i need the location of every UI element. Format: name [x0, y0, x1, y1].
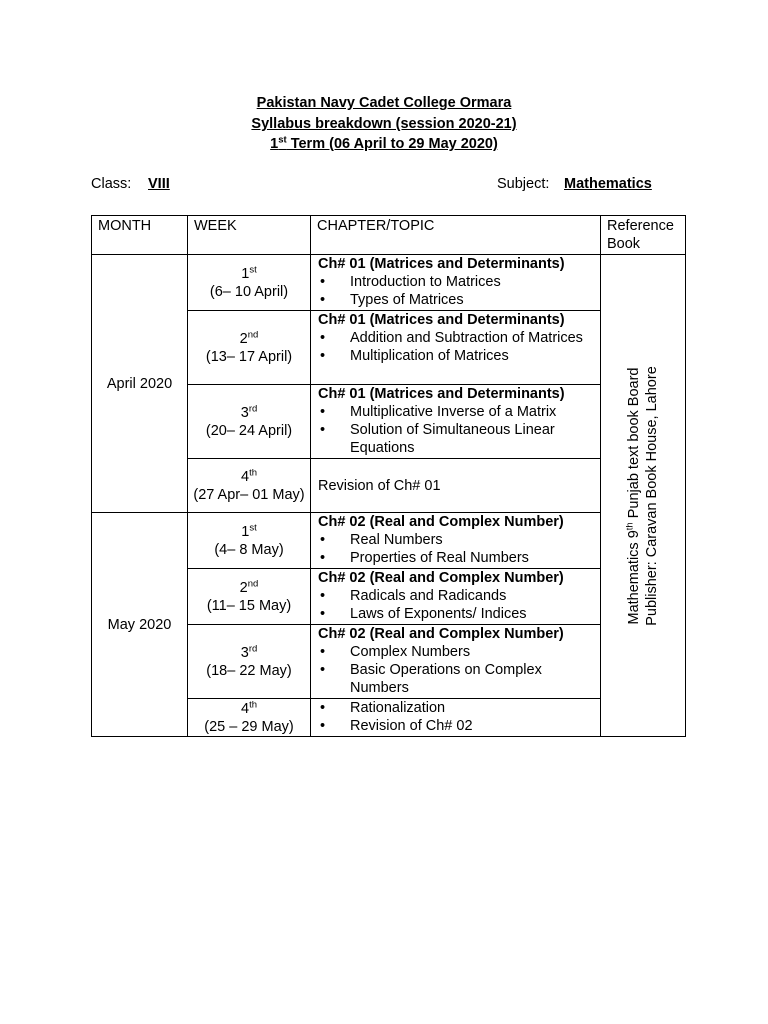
- week-dates: (4– 8 May): [214, 541, 284, 558]
- table-header-row: [92, 216, 686, 255]
- term-text: Term (06 April to 29 May 2020): [286, 136, 498, 152]
- topic-cell: [311, 513, 601, 569]
- topic-list: [318, 403, 594, 457]
- chapter-title: Ch# 01 (Matrices and Determinants): [318, 312, 565, 328]
- reference-line-1: [625, 351, 643, 641]
- header-topic: CHAPTER/TOPIC: [311, 216, 601, 255]
- week-dates: (6– 10 April): [209, 283, 289, 300]
- header-reference: Reference Book: [601, 216, 686, 255]
- topic-item: • Rationalization: [318, 699, 594, 717]
- reference-line-2: Publisher: Caravan Book House, Lahore: [644, 365, 660, 626]
- table-row: [92, 513, 686, 569]
- topic-cell: [311, 699, 601, 737]
- topic-item: • Addition and Subtraction of Matrices: [318, 329, 594, 347]
- term-suffix: st: [278, 134, 287, 146]
- reference-text: [625, 351, 661, 641]
- topic-item: • Revision of Ch# 02: [318, 717, 594, 735]
- week-dates: (25 – 29 May): [204, 718, 294, 735]
- topic-item: • Basic Operations on Complex Numbers: [318, 661, 594, 697]
- topic-item: • Radicals and Radicands: [318, 587, 594, 605]
- table-row: [92, 255, 686, 311]
- week-number: 3: [240, 644, 249, 661]
- syllabus-table: [91, 215, 686, 737]
- week-cell: [188, 311, 311, 385]
- topic-list: [318, 699, 594, 735]
- week-number: 4: [240, 700, 250, 717]
- week-cell: [188, 513, 311, 569]
- topic-cell: [311, 459, 601, 513]
- week-cell: [188, 255, 311, 311]
- month-cell: April 2020: [92, 255, 188, 513]
- topic-item: • Laws of Exponents/ Indices: [318, 605, 594, 623]
- week-number: 1: [241, 523, 250, 540]
- topic-list: [318, 587, 594, 623]
- week-number: 2: [239, 579, 248, 596]
- week-suffix: rd: [248, 402, 258, 414]
- week-cell: [188, 625, 311, 699]
- topic-item: • Multiplicative Inverse of a Matrix: [318, 403, 594, 421]
- chapter-title: Ch# 02 (Real and Complex Number): [318, 514, 564, 530]
- week-suffix: st: [249, 521, 257, 533]
- week-suffix: nd: [247, 577, 259, 589]
- chapter-title: Ch# 02 (Real and Complex Number): [318, 570, 564, 586]
- reference-cell: [601, 255, 686, 737]
- week-dates: (20– 24 April): [205, 422, 293, 439]
- reference-board: Punjab text book Board: [626, 367, 642, 522]
- header-month: MONTH: [92, 216, 188, 255]
- week-cell: [188, 385, 311, 459]
- topic-item: • Complex Numbers: [318, 643, 594, 661]
- topic-item: • Real Numbers: [318, 531, 594, 549]
- week-suffix: nd: [247, 328, 259, 340]
- week-dates: (13– 17 April): [205, 348, 293, 365]
- topic-cell: [311, 625, 601, 699]
- topic-cell: [311, 255, 601, 311]
- header-week: WEEK: [188, 216, 311, 255]
- topic-item: • Properties of Real Numbers: [318, 549, 594, 567]
- week-suffix: th: [249, 698, 257, 710]
- topic-item: • Solution of Simultaneous Linear Equations: [318, 421, 594, 457]
- topic-cell: [311, 311, 601, 385]
- class-value: VIII: [148, 176, 170, 192]
- week-cell: [188, 699, 311, 737]
- reference-grade-suffix: th: [624, 521, 636, 530]
- month-cell: May 2020: [92, 513, 188, 737]
- revision-text: Revision of Ch# 01: [318, 477, 441, 494]
- week-number: 4: [240, 468, 250, 485]
- term-title: [0, 134, 768, 154]
- class-subject-line: [91, 174, 671, 194]
- topic-item: • Types of Matrices: [318, 291, 594, 309]
- week-number: 3: [240, 404, 249, 421]
- week-number: 1: [241, 265, 250, 282]
- class-label: Class:: [91, 176, 132, 192]
- week-suffix: st: [249, 263, 257, 275]
- topic-cell: [311, 569, 601, 625]
- week-dates: (11– 15 May): [206, 597, 292, 614]
- reference-book-name: Mathematics 9: [626, 529, 642, 625]
- week-dates: (27 Apr– 01 May): [193, 486, 305, 503]
- topic-item: • Multiplication of Matrices: [318, 347, 594, 365]
- topic-list: [318, 329, 594, 365]
- chapter-title: Ch# 02 (Real and Complex Number): [318, 626, 564, 642]
- week-cell: [188, 569, 311, 625]
- topic-list: [318, 531, 594, 567]
- term-number: 1: [270, 136, 279, 152]
- week-suffix: rd: [248, 642, 258, 654]
- week-suffix: th: [249, 466, 257, 478]
- syllabus-title: Syllabus breakdown (session 2020-21): [251, 116, 517, 132]
- chapter-title: Ch# 01 (Matrices and Determinants): [318, 256, 565, 272]
- week-number: 2: [239, 330, 248, 347]
- topic-item: • Introduction to Matrices: [318, 273, 594, 291]
- topic-cell: [311, 385, 601, 459]
- topic-list: [318, 643, 594, 697]
- college-title: Pakistan Navy Cadet College Ormara: [256, 95, 512, 111]
- week-dates: (18– 22 May): [206, 662, 292, 679]
- subject-label: Subject:: [497, 176, 550, 192]
- syllabus-table-body: [92, 216, 686, 737]
- week-cell: [188, 459, 311, 513]
- subject-value: Mathematics: [564, 176, 652, 192]
- topic-list: [318, 273, 594, 309]
- chapter-title: Ch# 01 (Matrices and Determinants): [318, 386, 565, 402]
